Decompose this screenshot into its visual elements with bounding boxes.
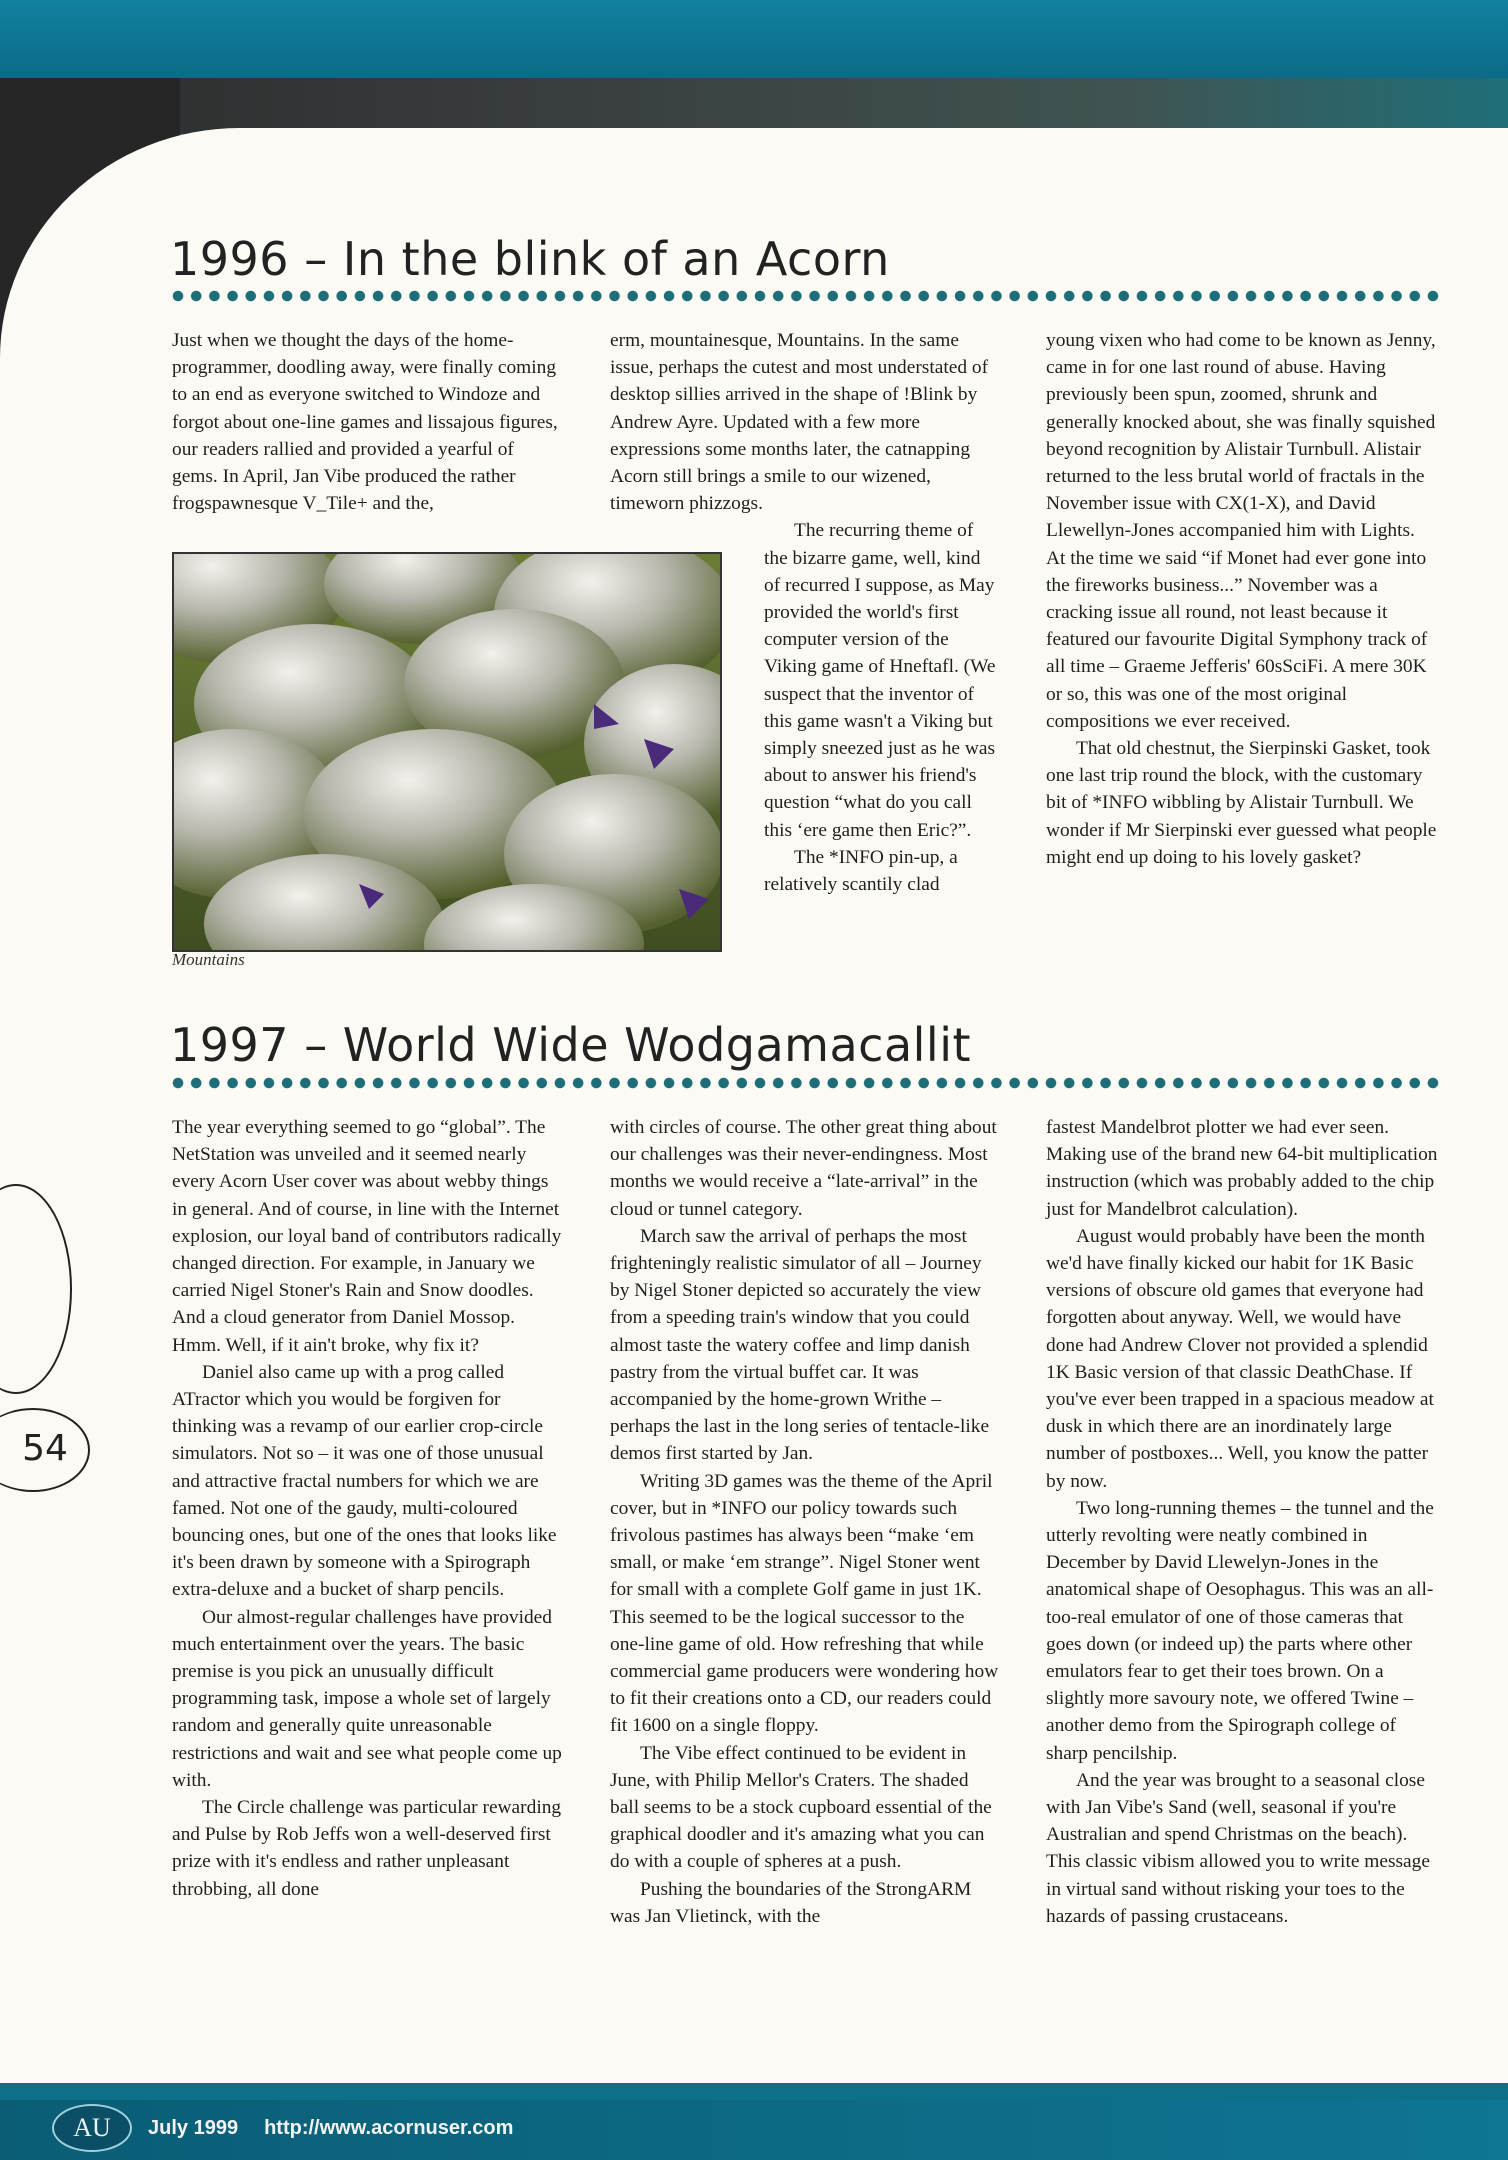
paragraph: erm, mountainesque, Mountains. In the same issue, perhaps the cutest and most understated of desktop sillies arrived in the shape of !Blink by Andrew Ayre. Updated with a few more expressions some months later, the catnapping Acorn still brings a smile to our wizened, timeworn phizzogs.: [610, 330, 989, 515]
footer: [52, 2104, 513, 2152]
page-number: 54: [22, 1427, 68, 1469]
top-banner: [0, 0, 1508, 82]
paragraph: The Vibe effect continued to be evident in June, with Philip Mellor's Craters. The shaded ball seems to be a stock cupboard essential of the graphical doodler and it's amazing what you can do with a couple of spheres at a push.: [610, 1742, 992, 1873]
figure-caption: Mountains: [172, 950, 245, 969]
paragraph: The *INFO pin-up, a relatively scantily clad: [764, 846, 958, 896]
acorn-user-logo: AU: [52, 2104, 132, 2152]
section-1997-heading: 1997 – World Wide Wodgamacallit: [170, 1018, 972, 1072]
paragraph: And the year was brought to a seasonal close with Jan Vibe's Sand (well, seasonal if you're Australian and spend Christmas on the beach). This classic vibism allowed you to write message in virtual sand without risking your toes to the hazards of passing crustaceans.: [1046, 1769, 1430, 1927]
paragraph: Just when we thought the days of the home-programmer, doodling away, were finally coming to an end as everyone switched to Windoze and forgot about one-line games and lissajous figures, our readers rallied and provided a yearful of gems. In April, Jan Vibe produced the rather frogspawnesque V_Tile+ and the,: [172, 330, 558, 515]
section-1996-heading: 1996 – In the blink of an Acorn: [170, 232, 890, 286]
paragraph: August would probably have been the month we'd have finally kicked our habit for 1K Basic versions of obscure old games that everyone had forgotten about anyway. Well, we would have done had Andrew Clover not provided a splendid 1K Basic version of that classic DeathChase. If you've ever been trapped in a spacious meadow at dusk in which there are an inordinately large number of postboxes... Well, you know the patter by now.: [1046, 1225, 1434, 1492]
paragraph: Daniel also came up with a prog called ATractor which you would be forgiven for thinking was a revamp of our earlier crop-circle simulators. Not so – it was one of those unusual and attractive fractal numbers for which we are famed. Not one of the gaudy, multi-coloured bouncing ones, but one of the ones that looks like it's been drawn by someone with a Spirograph extra-deluxe and a bucket of sharp pencils.: [172, 1361, 557, 1601]
paragraph: March saw the arrival of perhaps the most frighteningly realistic simulator of all – Journey by Nigel Stoner depicted so accurately the view from a speeding train's window that you could almost taste the watery coffee and limp danish pastry from the virtual buffet car. It was accompanied by the home-grown Writhe – perhaps the last in the long series of tentacle-like demos first started by Jan.: [610, 1225, 990, 1465]
article-1996-col3: [1046, 327, 1438, 871]
dot-rule-1997: [170, 1075, 1440, 1091]
paragraph: Our almost-regular challenges have provided much entertainment over the years. The basic premise is you pick an unusually difficult programming task, impose a whole set of largely random and generally quite unreasonable restrictions and wait and see what people come up with.: [172, 1606, 562, 1791]
article-1997-col1: [172, 1114, 564, 1903]
paragraph: with circles of course. The other great thing about our challenges was their never-endingness. Most months we would receive a “late-arrival” in the cloud or tunnel category.: [610, 1117, 997, 1220]
issue-date: July 1999: [148, 2116, 239, 2139]
paragraph: The year everything seemed to go “global”. The NetStation was unveiled and it seemed nearly every Acorn User cover was about webby things in general. And of course, in line with the Internet explosion, our loyal band of contributors radically changed direction. For example, in January we carried Nigel Stoner's Rain and Snow doodles. And a cloud generator from Daniel Mossop. Hmm. Well, if it ain't broke, why fix it?: [172, 1117, 562, 1356]
paragraph: That old chestnut, the Sierpinski Gasket, took one last trip round the block, with the customary bit of *INFO wibbling by Alistair Turnbull. We wonder if Mr Sierpinski ever guessed what people might end up doing to his lovely gasket?: [1046, 738, 1437, 868]
paragraph: The recurring theme of the bizarre game, well, kind of recurred I suppose, as May provided the world's first computer version of the Viking game of Hneftafl. (We suspect that the inventor of this game wasn't a Viking but simply sneezed just as he was about to answer his friend's question “what do you call this ‘ere game then Eric?”.: [764, 520, 996, 841]
paragraph: fastest Mandelbrot plotter we had ever seen. Making use of the brand new 64-bit multiplication instruction (which was probably added to the chip just for Mandelbrot calculation).: [1046, 1117, 1438, 1220]
paragraph: Writing 3D games was the theme of the April cover, but in *INFO our policy towards such frivolous pastimes has always been “make ‘em small, or make ‘em strange”. Nigel Stoner went for small with a complete Golf game in just 1K. This seemed to be the logical successor to the one-line game of old. How refreshing that while commercial game producers were wondering how to fit their creations onto a CD, our readers could fit 1600 on a single floppy.: [610, 1470, 999, 1737]
paragraph: young vixen who had come to be known as Jenny, came in for one last round of abuse. Having previously been spun, zoomed, shrunk and generally knocked about, she was finally squished beyond recognition by Alistair Turnbull. Alistair returned to the less brutal world of fractals in the November issue with CX(1-X), and David Llewellyn-Jones accompanied him with Lights. At the time we said “if Monet had ever gone into the fireworks business...” November was a cracking issue all round, not least because it featured our favourite Digital Symphony track of all time – Graeme Jefferis' 60sSciFi. A mere 30K or so, this was one of the most original compositions we ever received.: [1046, 330, 1436, 732]
article-1996-col1: [172, 327, 564, 517]
paragraph: The Circle challenge was particular rewarding and Pulse by Rob Jeffs won a well-deserved first prize with it's endless and rather unpleasant throbbing, all done: [172, 1797, 562, 1900]
article-1997-col3: [1046, 1114, 1438, 1930]
website-link[interactable]: http://www.acornuser.com: [264, 2116, 514, 2139]
article-1996-col2: [610, 327, 1000, 898]
paragraph: Two long-running themes – the tunnel and the utterly revolting were neatly combined in December by David Llewelyn-Jones in the anatomical shape of Oesophagus. This was an all-too-real emulator of one of those cameras that goes down (or indeed up) the parts where other emulators fear to get their toes brown. On a slightly more savoury note, we offered Twine – another demo from the Spirograph college of sharp pencilship.: [1046, 1497, 1434, 1764]
article-1997-col2: [610, 1114, 1002, 1930]
dark-header-band: [0, 78, 1508, 134]
dot-rule-1996: [170, 288, 1440, 304]
paragraph: Pushing the boundaries of the StrongARM was Jan Vlietinck, with the: [610, 1878, 972, 1927]
